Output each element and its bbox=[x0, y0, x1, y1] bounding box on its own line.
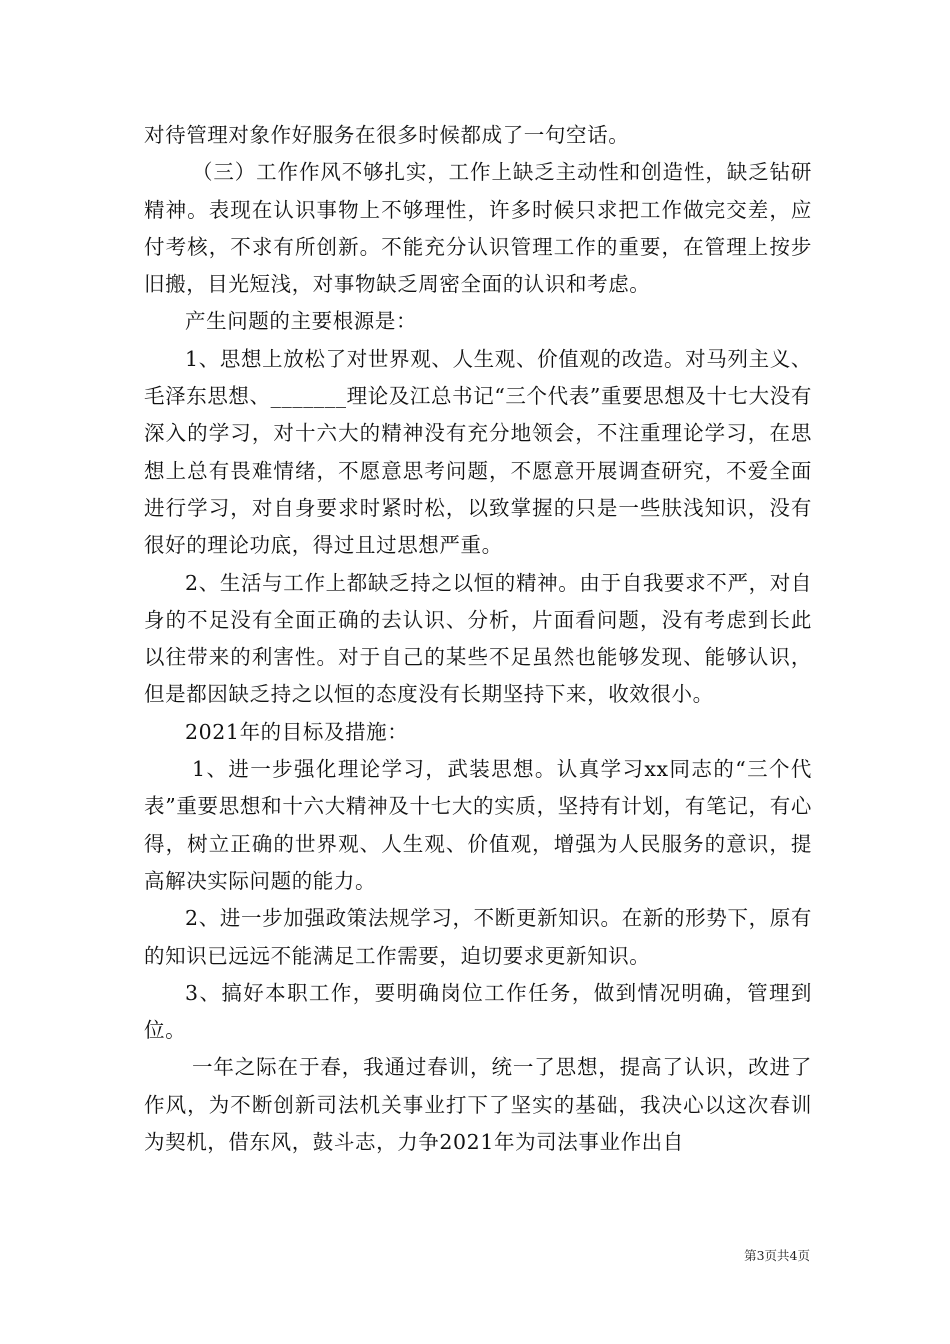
page-number: 第3页共4页 bbox=[744, 1248, 810, 1263]
paragraph-cause-2: 2、生活与工作上都缺乏持之以恒的精神。由于自我要求不严，对自身的不足没有全面正确的去认识、分析，片面看问题，没有考虑到长此以往带来的利害性。对于自己的某些不足虽然也能够发现、能够认识，但是都因缺乏持之以恒的态度没有长期坚持下来，收效很小。 bbox=[144, 570, 812, 707]
paragraph-work-style: （三）工作作风不够扎实，工作上缺乏主动性和创造性，缺乏钻研精神。表现在认识事物上不够理性，许多时候只求把工作做完交差，应付考核，不求有所创新。不能充分认识管理工作的重要，在管理上按步旧搬，目光短浅，对事物缺乏周密全面的认识和考虑。 bbox=[144, 160, 812, 297]
document-body bbox=[144, 117, 812, 1161]
paragraph-conclusion: 一年之际在于春，我通过春训，统一了思想，提高了认识，改进了作风，为不断创新司法机关事业打下了坚实的基础，我决心以这次春训为契机，借东风，鼓斗志，力争2021年为司法事业作出自 bbox=[144, 1055, 812, 1155]
paragraph-goal-1: 1、进一步强化理论学习，武装思想。认真学习xx同志的“三个代表”重要思想和十六大精神及十七大的实质，坚持有计划，有笔记，有心得，树立正确的世界观、人生观、价值观，增强为人民服务的意识，提高解决实际问题的能力。 bbox=[144, 757, 812, 893]
paragraph-goals-heading: 2021年的目标及措施： bbox=[185, 719, 409, 744]
paragraph-cause-1: 1、思想上放松了对世界观、人生观、价值观的改造。对马列主义、毛泽东思想、_______理论及江总书记“三个代表”重要思想及十七大没有深入的学习，对十六大的精神没有充分地领会，不注重理论学习，在思想上总有畏难情绪，不愿意思考问题，不愿意开展调查研究，不爱全面进行学习，对自身要求时紧时松，以致掌握的只是一些肤浅知识，没有很好的理论功底，得过且过思想严重。 bbox=[144, 346, 812, 558]
paragraph-goal-2: 2、进一步加强政策法规学习，不断更新知识。在新的形势下，原有的知识已远远不能满足工作需要，迫切要求更新知识。 bbox=[144, 906, 812, 968]
paragraph-root-cause-heading: 产生问题的主要根源是： bbox=[185, 309, 418, 334]
paragraph-continuation: 对待管理对象作好服务在很多时候都成了一句空话。 bbox=[144, 123, 630, 147]
paragraph-goal-3: 3、搞好本职工作，要明确岗位工作任务，做到情况明确，管理到位。 bbox=[144, 980, 812, 1043]
